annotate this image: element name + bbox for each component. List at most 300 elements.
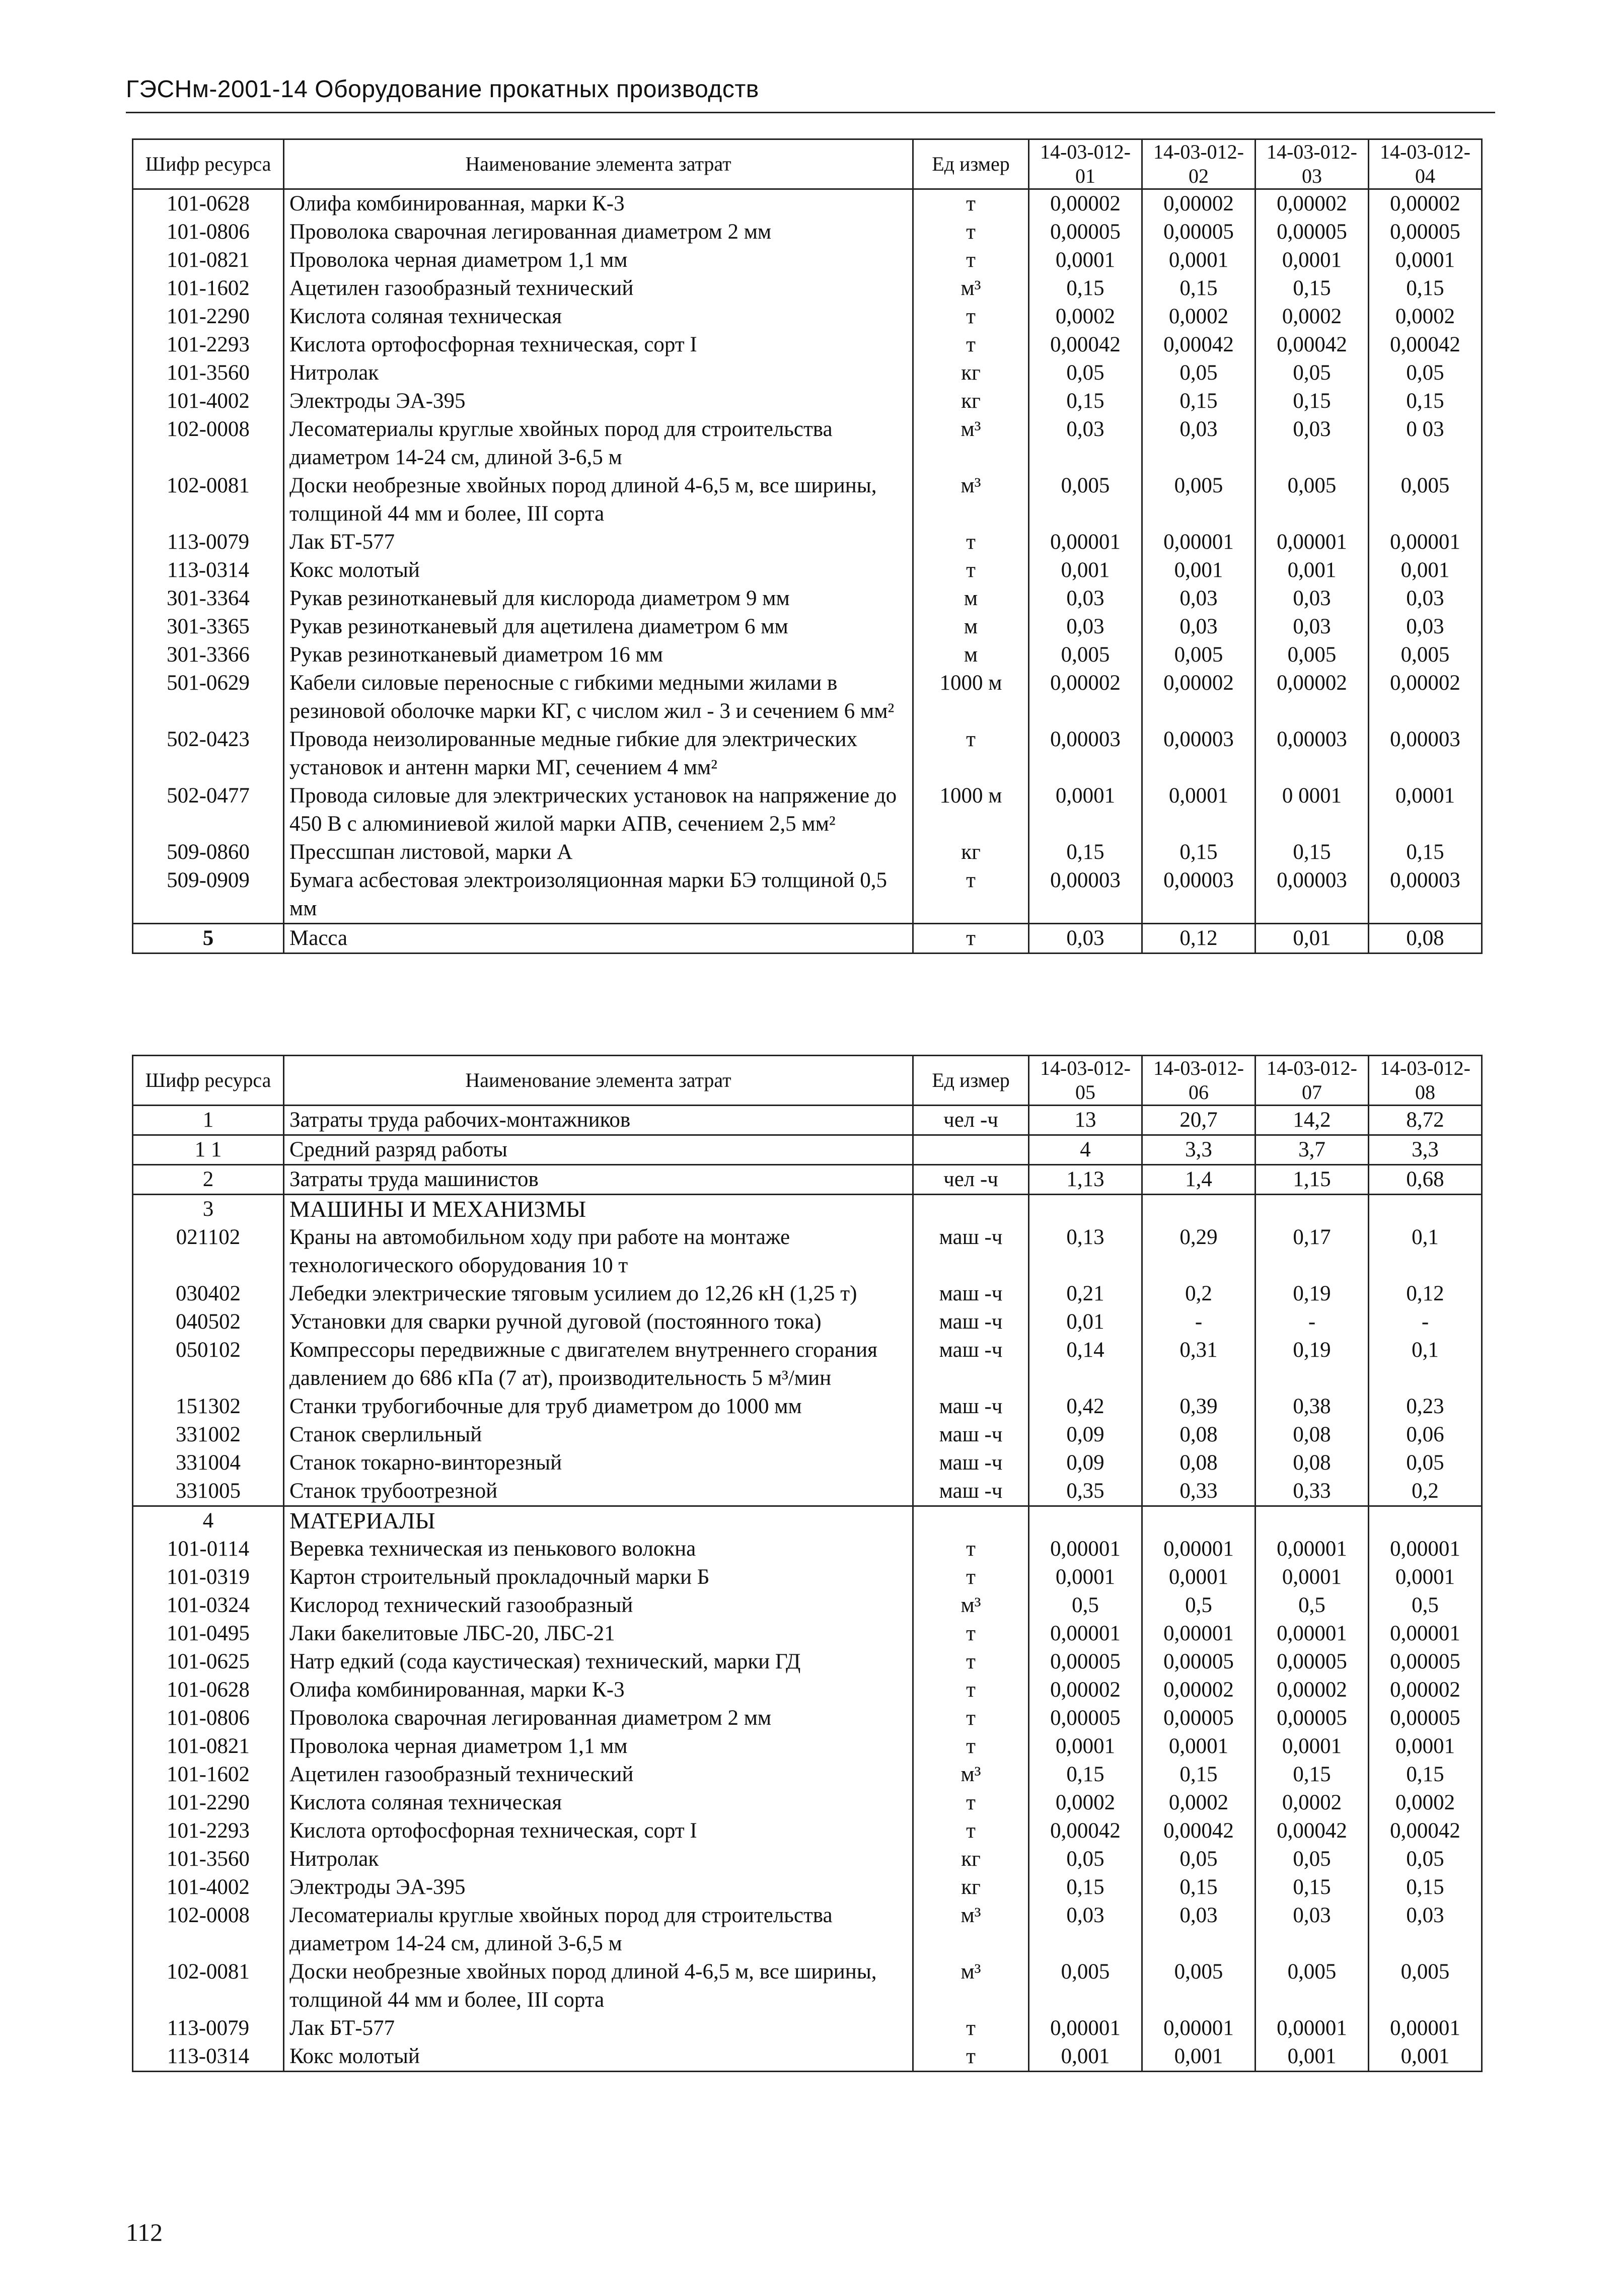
norm-value: 0,005 <box>1369 472 1482 528</box>
table-row <box>133 1280 1482 1308</box>
col-header-norm: 14-03-012-05 <box>1029 1056 1142 1106</box>
resource-code: 101-4002 <box>133 1873 284 1901</box>
table-row <box>133 1421 1482 1449</box>
norm-value: 0,00001 <box>1256 1620 1369 1648</box>
norm-value: 0,5 <box>1029 1591 1142 1620</box>
norm-value: 0,00001 <box>1142 1620 1256 1648</box>
norm-value: 0,00005 <box>1369 1648 1482 1676</box>
resource-unit: м <box>913 641 1029 669</box>
norm-value: 0,05 <box>1142 359 1256 387</box>
resource-code: 101-0495 <box>133 1620 284 1648</box>
col-header-norm: 14-03-012-01 <box>1029 139 1142 189</box>
norm-value: 20,7 <box>1142 1106 1256 1135</box>
resource-unit: кг <box>913 838 1029 866</box>
norm-value: 0,5 <box>1369 1591 1482 1620</box>
norm-value: 0,00005 <box>1256 1648 1369 1676</box>
resource-code: 113-0314 <box>133 2042 284 2072</box>
norm-value: - <box>1256 1308 1369 1336</box>
norm-value: 0,0002 <box>1029 303 1142 331</box>
norm-value: 0,005 <box>1029 1958 1142 2014</box>
resource-name: Кислота соляная техническая <box>284 303 913 331</box>
table-row <box>133 1308 1482 1336</box>
norm-value: 0,0001 <box>1369 782 1482 838</box>
norm-value: 0,0001 <box>1029 1563 1142 1591</box>
norm-value: 0,005 <box>1369 1958 1482 2014</box>
norm-value: 0,29 <box>1142 1223 1256 1280</box>
norm-value: 0,00042 <box>1369 1817 1482 1845</box>
norm-value: 0,31 <box>1142 1336 1256 1393</box>
empty-cell <box>1029 1506 1142 1535</box>
norm-value: 0,00005 <box>1142 218 1256 246</box>
norm-value: 0 0001 <box>1256 782 1369 838</box>
resource-unit: т <box>913 303 1029 331</box>
resource-code: 101-2293 <box>133 1817 284 1845</box>
resource-unit: т <box>913 218 1029 246</box>
norm-value: 0,15 <box>1256 838 1369 866</box>
resource-name: Доски необрезные хвойных пород длиной 4-6,5 м, все ширины, толщиной 44 мм и более, III сорта <box>284 1958 913 2014</box>
norm-value: 0,0001 <box>1029 1732 1142 1761</box>
resource-name: Рукав резинотканевый для кислорода диаметром 9 мм <box>284 584 913 613</box>
table-row <box>133 556 1482 584</box>
resource-unit: т <box>913 1817 1029 1845</box>
norm-value: 0,15 <box>1369 1873 1482 1901</box>
norm-value: 0,15 <box>1029 1761 1142 1789</box>
norm-value: 0,2 <box>1369 1477 1482 1506</box>
norm-value: 0,05 <box>1029 1845 1142 1873</box>
norm-value: 0,001 <box>1029 556 1142 584</box>
norm-value: 0,00005 <box>1029 1648 1142 1676</box>
resource-name: Компрессоры передвижные с двигателем внутреннего сгорания давлением до 686 кПа (7 ат), производительность 5 м³/мин <box>284 1336 913 1393</box>
norm-value: 0,0002 <box>1029 1789 1142 1817</box>
norm-value: 0,005 <box>1142 641 1256 669</box>
norm-value: 0,00002 <box>1256 189 1369 218</box>
norm-value: 0,00001 <box>1256 528 1369 556</box>
norm-value: 0,15 <box>1029 1873 1142 1901</box>
resource-name: Картон строительный прокладочный марки Б <box>284 1563 913 1591</box>
resource-unit: т <box>913 1789 1029 1817</box>
table-row <box>133 415 1482 472</box>
table-row <box>133 387 1482 415</box>
table-row <box>133 274 1482 303</box>
norm-value: 0,39 <box>1142 1393 1256 1421</box>
norm-value: 0,00002 <box>1029 189 1142 218</box>
resource-code: 101-0319 <box>133 1563 284 1591</box>
table-row <box>133 1477 1482 1506</box>
resource-name: Кислород технический газообразный <box>284 1591 913 1620</box>
norm-value: 0,00001 <box>1369 2014 1482 2042</box>
norm-value: 0,00002 <box>1369 669 1482 725</box>
resource-name: Ацетилен газообразный технический <box>284 1761 913 1789</box>
norm-value: 1,4 <box>1142 1165 1256 1195</box>
resource-code: 102-0081 <box>133 1958 284 2014</box>
norm-value: 0,001 <box>1256 2042 1369 2072</box>
resource-code: 501-0629 <box>133 669 284 725</box>
resource-unit: маш -ч <box>913 1449 1029 1477</box>
table-row <box>133 1732 1482 1761</box>
resource-name: Кабели силовые переносные с гибкими медными жилами в резиновой оболочке марки КГ, с числом жил - 3 и сечением 6 мм² <box>284 669 913 725</box>
table-row <box>133 1789 1482 1817</box>
norm-value: 0,001 <box>1142 556 1256 584</box>
norm-value: 0 03 <box>1369 415 1482 472</box>
table-row <box>133 1591 1482 1620</box>
norm-value: 0,00005 <box>1142 1704 1256 1732</box>
norm-value: 0,03 <box>1256 415 1369 472</box>
resource-code: 101-4002 <box>133 387 284 415</box>
norm-value: 4 <box>1029 1135 1142 1165</box>
table-row <box>133 641 1482 669</box>
norm-value: 13 <box>1029 1106 1142 1135</box>
norm-value: 0,00001 <box>1256 1535 1369 1563</box>
norm-value: 3,3 <box>1369 1135 1482 1165</box>
resource-code: 331002 <box>133 1421 284 1449</box>
resource-name: Установки для сварки ручной дуговой (постоянного тока) <box>284 1308 913 1336</box>
table-row <box>133 1535 1482 1563</box>
col-header-norm: 14-03-012-04 <box>1369 139 1482 189</box>
resource-name: Прессшпан листовой, марки А <box>284 838 913 866</box>
resource-code: 102-0081 <box>133 472 284 528</box>
resource-unit: маш -ч <box>913 1393 1029 1421</box>
resource-name: Станок сверлильный <box>284 1421 913 1449</box>
norm-value: 0,001 <box>1142 2042 1256 2072</box>
resource-code: 301-3366 <box>133 641 284 669</box>
table-row <box>133 1563 1482 1591</box>
norm-value: 0,00005 <box>1256 1704 1369 1732</box>
resource-unit: т <box>913 1648 1029 1676</box>
norm-value: 0,00002 <box>1369 189 1482 218</box>
resource-table-1 <box>132 138 1483 954</box>
norm-value: 0,00002 <box>1142 669 1256 725</box>
norm-value: 0,00002 <box>1369 1676 1482 1704</box>
resource-unit: т <box>913 2014 1029 2042</box>
norm-value: 0,005 <box>1369 641 1482 669</box>
section-header-row <box>133 1506 1482 1535</box>
resource-name: Кислота ортофосфорная техническая, сорт I <box>284 1817 913 1845</box>
norm-value: 0,0001 <box>1142 1732 1256 1761</box>
norm-value: 0,17 <box>1256 1223 1369 1280</box>
section-title: МАШИНЫ И МЕХАНИЗМЫ <box>284 1195 913 1224</box>
resource-name: Провода неизолированные медные гибкие для электрических установок и антенн марки МГ, сечением 4 мм² <box>284 725 913 782</box>
resource-unit: чел -ч <box>913 1165 1029 1195</box>
norm-value: 3,3 <box>1142 1135 1256 1165</box>
norm-value: 0,08 <box>1369 924 1482 954</box>
resource-code: 113-0079 <box>133 2014 284 2042</box>
resource-code: 151302 <box>133 1393 284 1421</box>
resource-code: 502-0477 <box>133 782 284 838</box>
norm-value: 0,00002 <box>1142 189 1256 218</box>
norm-value: 0,0001 <box>1256 246 1369 274</box>
resource-unit <box>913 1135 1029 1165</box>
table-row <box>133 584 1482 613</box>
resource-name: Электроды ЭА-395 <box>284 387 913 415</box>
col-header-name: Наименование элемента затрат <box>284 1056 913 1106</box>
table-row <box>133 1620 1482 1648</box>
norm-value: 0,08 <box>1142 1421 1256 1449</box>
empty-cell <box>1256 1506 1369 1535</box>
resource-unit: т <box>913 246 1029 274</box>
norm-value: 0,15 <box>1369 274 1482 303</box>
resource-unit: т <box>913 1704 1029 1732</box>
norm-value: 0,00003 <box>1029 866 1142 924</box>
norm-value: - <box>1142 1308 1256 1336</box>
resource-code: 509-0860 <box>133 838 284 866</box>
norm-value: 0,00001 <box>1029 2014 1142 2042</box>
table-row <box>133 246 1482 274</box>
table-row <box>133 669 1482 725</box>
resource-code: 102-0008 <box>133 415 284 472</box>
resource-name: Лесоматериалы круглые хвойных пород для строительства диаметром 14-24 см, длиной 3-6,5 м <box>284 415 913 472</box>
col-header-norm: 14-03-012-08 <box>1369 1056 1482 1106</box>
norm-value: 0,05 <box>1369 1845 1482 1873</box>
norm-value: 0,19 <box>1256 1336 1369 1393</box>
table-row <box>133 1449 1482 1477</box>
resource-unit: кг <box>913 1845 1029 1873</box>
header-divider <box>126 112 1495 113</box>
resource-name: Лаки бакелитовые ЛБС-20, ЛБС-21 <box>284 1620 913 1648</box>
norm-value: 0,03 <box>1029 1901 1142 1958</box>
resource-code: 030402 <box>133 1280 284 1308</box>
col-header-code: Шифр ресурса <box>133 139 284 189</box>
resource-name: Проволока сварочная легированная диаметром 2 мм <box>284 1704 913 1732</box>
norm-value: 0,00002 <box>1256 669 1369 725</box>
table-row <box>133 924 1482 954</box>
norm-value: 0,0001 <box>1142 1563 1256 1591</box>
resource-name: Затраты труда машинистов <box>284 1165 913 1195</box>
norm-value: 0,0001 <box>1256 1732 1369 1761</box>
norm-value: 0,21 <box>1029 1280 1142 1308</box>
col-header-norm: 14-03-012-07 <box>1256 1056 1369 1106</box>
resource-code: 301-3364 <box>133 584 284 613</box>
norm-value: 0,15 <box>1256 1761 1369 1789</box>
resource-name: Электроды ЭА-395 <box>284 1873 913 1901</box>
norm-value: 0,0001 <box>1029 782 1142 838</box>
resource-name: Краны на автомобильном ходу при работе на монтаже технологического оборудования 10 т <box>284 1223 913 1280</box>
resource-name: Затраты труда рабочих-монтажников <box>284 1106 913 1135</box>
norm-value: 0,03 <box>1142 1901 1256 1958</box>
resource-unit: маш -ч <box>913 1477 1029 1506</box>
table-header-row <box>133 139 1482 189</box>
norm-value: 0,0001 <box>1256 1563 1369 1591</box>
resource-name: Лак БТ-577 <box>284 2014 913 2042</box>
resource-unit: 1000 м <box>913 782 1029 838</box>
norm-value: 0,00042 <box>1029 331 1142 359</box>
norm-value: 0,08 <box>1256 1421 1369 1449</box>
resource-code: 101-0821 <box>133 246 284 274</box>
resource-name: Проволока черная диаметром 1,1 мм <box>284 1732 913 1761</box>
norm-value: 0,00003 <box>1369 725 1482 782</box>
table-row <box>133 725 1482 782</box>
norm-value: 0,38 <box>1256 1393 1369 1421</box>
resource-code: 050102 <box>133 1336 284 1393</box>
norm-value: 0,03 <box>1029 924 1142 954</box>
norm-value: 0,03 <box>1369 584 1482 613</box>
resource-name: Кокс молотый <box>284 2042 913 2072</box>
resource-code: 5 <box>133 924 284 954</box>
table-row <box>133 1135 1482 1165</box>
table-row <box>133 1873 1482 1901</box>
norm-value: 0,33 <box>1142 1477 1256 1506</box>
norm-value: 0,0002 <box>1256 303 1369 331</box>
col-header-unit: Ед измер <box>913 1056 1029 1106</box>
table-body <box>133 1106 1482 2072</box>
col-header-unit: Ед измер <box>913 139 1029 189</box>
resource-unit: т <box>913 1535 1029 1563</box>
norm-value: 0,0002 <box>1369 303 1482 331</box>
resource-name: Станок трубоотрезной <box>284 1477 913 1506</box>
table-row <box>133 838 1482 866</box>
resource-code: 301-3365 <box>133 613 284 641</box>
norm-value: 0,00002 <box>1256 1676 1369 1704</box>
resource-name: Масса <box>284 924 913 954</box>
norm-value: 0,00003 <box>1256 866 1369 924</box>
resource-unit: т <box>913 725 1029 782</box>
resource-code: 101-0628 <box>133 189 284 218</box>
resource-code: 101-0821 <box>133 1732 284 1761</box>
table-row <box>133 1845 1482 1873</box>
empty-cell <box>1256 1195 1369 1224</box>
norm-value: 0,05 <box>1142 1845 1256 1873</box>
table-row <box>133 1901 1482 1958</box>
resource-code: 101-0628 <box>133 1676 284 1704</box>
section-code: 3 <box>133 1195 284 1224</box>
norm-value: 0,00002 <box>1029 1676 1142 1704</box>
norm-value: 0,03 <box>1142 584 1256 613</box>
resource-code: 113-0079 <box>133 528 284 556</box>
page-header-title: ГЭСНм-2001-14 Оборудование прокатных производств <box>126 76 759 103</box>
col-header-norm: 14-03-012-06 <box>1142 1056 1256 1106</box>
norm-value: 0,00001 <box>1142 2014 1256 2042</box>
resource-unit: м³ <box>913 472 1029 528</box>
section-header-row <box>133 1195 1482 1224</box>
resource-name: Лесоматериалы круглые хвойных пород для строительства диаметром 14-24 см, длиной 3-6,5 м <box>284 1901 913 1958</box>
norm-value: 0,15 <box>1142 838 1256 866</box>
section-title: МАТЕРИАЛЫ <box>284 1506 913 1535</box>
resource-code: 101-0806 <box>133 218 284 246</box>
resource-code: 101-2290 <box>133 303 284 331</box>
resource-code: 113-0314 <box>133 556 284 584</box>
resource-unit: чел -ч <box>913 1106 1029 1135</box>
resource-code: 2 <box>133 1165 284 1195</box>
section-code: 4 <box>133 1506 284 1535</box>
norm-value: 0,1 <box>1369 1223 1482 1280</box>
norm-value: 0,05 <box>1256 359 1369 387</box>
resource-name: Лак БТ-577 <box>284 528 913 556</box>
table-row <box>133 1817 1482 1845</box>
resource-unit: т <box>913 331 1029 359</box>
norm-value: 0,5 <box>1142 1591 1256 1620</box>
resource-name: Кокс молотый <box>284 556 913 584</box>
table-row <box>133 1676 1482 1704</box>
col-header-norm: 14-03-012-02 <box>1142 139 1256 189</box>
norm-value: 0,15 <box>1142 274 1256 303</box>
norm-value: 0,00003 <box>1142 725 1256 782</box>
table-row <box>133 1393 1482 1421</box>
norm-value: 0,00042 <box>1256 331 1369 359</box>
norm-value: 1,13 <box>1029 1165 1142 1195</box>
col-header-name: Наименование элемента затрат <box>284 139 913 189</box>
norm-value: 0,03 <box>1256 1901 1369 1958</box>
norm-value: 0,0002 <box>1256 1789 1369 1817</box>
norm-value: 0,33 <box>1256 1477 1369 1506</box>
norm-value: 0,03 <box>1256 584 1369 613</box>
resource-name: Кислота ортофосфорная техническая, сорт I <box>284 331 913 359</box>
resource-code: 101-3560 <box>133 1845 284 1873</box>
table-row <box>133 1336 1482 1393</box>
norm-value: 0,09 <box>1029 1449 1142 1477</box>
norm-value: 0,00002 <box>1029 669 1142 725</box>
norm-value: 0,15 <box>1256 1873 1369 1901</box>
resource-unit: маш -ч <box>913 1223 1029 1280</box>
norm-value: 0,005 <box>1256 1958 1369 2014</box>
norm-value: 0,0001 <box>1142 782 1256 838</box>
norm-value: 3,7 <box>1256 1135 1369 1165</box>
norm-value: 0,06 <box>1369 1421 1482 1449</box>
norm-value: 0,68 <box>1369 1165 1482 1195</box>
resource-unit: м³ <box>913 1958 1029 2014</box>
norm-value: 0,00042 <box>1369 331 1482 359</box>
norm-value: 0,15 <box>1029 838 1142 866</box>
table-row <box>133 613 1482 641</box>
resource-unit: м <box>913 584 1029 613</box>
norm-value: 0,00042 <box>1142 331 1256 359</box>
resource-code: 1 <box>133 1106 284 1135</box>
norm-value: 0,13 <box>1029 1223 1142 1280</box>
resource-name: Бумага асбестовая электроизоляционная марки БЭ толщиной 0,5 мм <box>284 866 913 924</box>
resource-name: Станки трубогибочные для труб диаметром до 1000 мм <box>284 1393 913 1421</box>
resource-code: 021102 <box>133 1223 284 1280</box>
norm-value: 0,0001 <box>1369 1563 1482 1591</box>
norm-value: 0,03 <box>1142 613 1256 641</box>
norm-value: 0,00003 <box>1369 866 1482 924</box>
norm-value: 0,03 <box>1369 613 1482 641</box>
norm-value: 0,00001 <box>1142 528 1256 556</box>
resource-unit: маш -ч <box>913 1421 1029 1449</box>
norm-value: 0,00001 <box>1029 528 1142 556</box>
resource-name: Рукав резинотканевый диаметром 16 мм <box>284 641 913 669</box>
resource-unit: маш -ч <box>913 1280 1029 1308</box>
norm-value: 0,005 <box>1142 472 1256 528</box>
norm-value: 0,03 <box>1369 1901 1482 1958</box>
resource-unit: т <box>913 1732 1029 1761</box>
resource-code: 040502 <box>133 1308 284 1336</box>
resource-code: 101-2290 <box>133 1789 284 1817</box>
resource-name: Нитролак <box>284 359 913 387</box>
norm-value: 0,00003 <box>1142 866 1256 924</box>
resource-unit: т <box>913 1676 1029 1704</box>
norm-value: 0,00001 <box>1142 1535 1256 1563</box>
norm-value: 0,005 <box>1256 472 1369 528</box>
norm-value: 0,0002 <box>1142 303 1256 331</box>
norm-value: 0,23 <box>1369 1393 1482 1421</box>
resource-unit: кг <box>913 359 1029 387</box>
norm-value: 0,5 <box>1256 1591 1369 1620</box>
resource-name: Олифа комбинированная, марки К-3 <box>284 189 913 218</box>
norm-value: 0,00002 <box>1142 1676 1256 1704</box>
norm-value: 1,15 <box>1256 1165 1369 1195</box>
empty-cell <box>913 1195 1029 1224</box>
norm-value: 0,001 <box>1029 2042 1142 2072</box>
resource-unit: т <box>913 556 1029 584</box>
empty-cell <box>1029 1195 1142 1224</box>
norm-value: 0,03 <box>1029 584 1142 613</box>
table-row <box>133 303 1482 331</box>
norm-value: 0,15 <box>1369 1761 1482 1789</box>
norm-value: 0,00005 <box>1142 1648 1256 1676</box>
norm-value: 0,19 <box>1256 1280 1369 1308</box>
page-number: 112 <box>126 2218 163 2246</box>
norm-value: 0,00001 <box>1256 2014 1369 2042</box>
norm-value: 0,01 <box>1256 924 1369 954</box>
resource-unit: м³ <box>913 415 1029 472</box>
